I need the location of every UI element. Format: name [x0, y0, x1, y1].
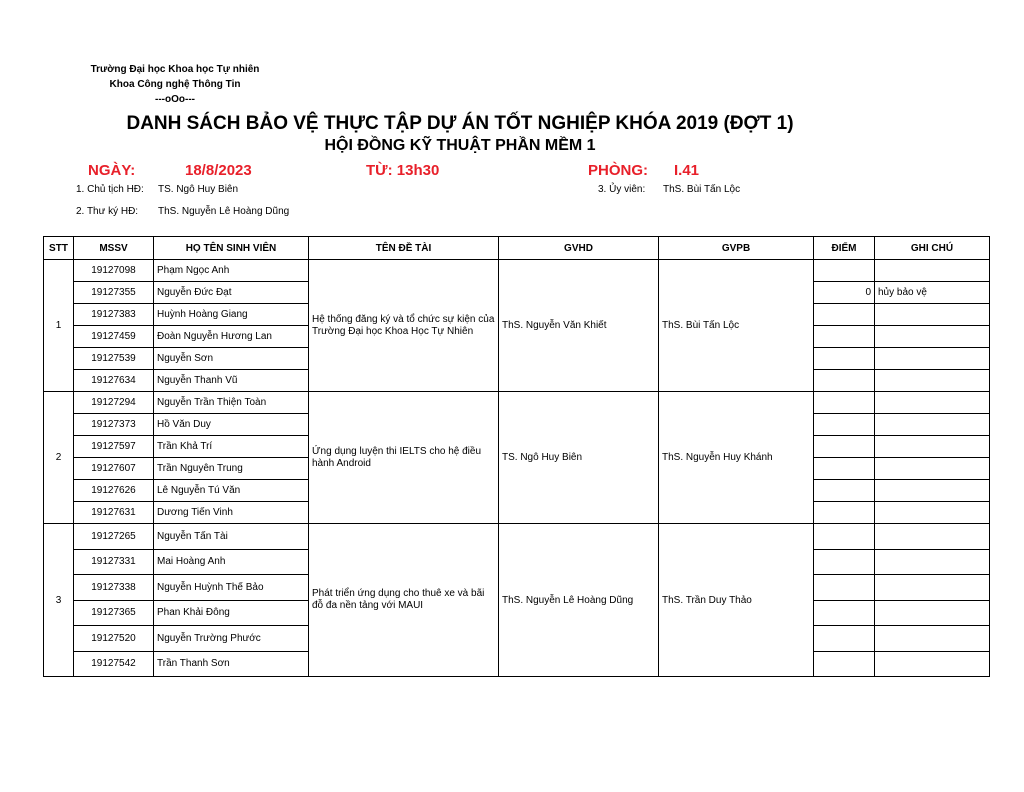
score-cell	[814, 549, 875, 575]
member-label: 3. Ủy viên:	[598, 184, 646, 195]
date-label: NGÀY:	[88, 162, 136, 179]
score-cell	[814, 524, 875, 550]
supervisor: ThS. Nguyễn Lê Hoàng Dũng	[499, 524, 659, 677]
student-name: Nguyễn Trần Thiện Toàn	[154, 392, 309, 414]
student-mssv: 19127634	[74, 370, 154, 392]
score-cell: 0	[814, 282, 875, 304]
header-topic: TÊN ĐỀ TÀI	[309, 237, 499, 260]
student-name: Trần Nguyên Trung	[154, 458, 309, 480]
note-cell	[875, 524, 990, 550]
reviewer: ThS. Nguyễn Huy Khánh	[659, 392, 814, 524]
note-cell	[875, 370, 990, 392]
supervisor: ThS. Nguyễn Văn Khiết	[499, 260, 659, 392]
student-mssv: 19127373	[74, 414, 154, 436]
score-cell	[814, 458, 875, 480]
header-student-name: HỌ TÊN SINH VIÊN	[154, 237, 309, 260]
header-score: ĐIỂM	[814, 237, 875, 260]
note-cell	[875, 392, 990, 414]
header-gvhd: GVHD	[499, 237, 659, 260]
score-cell	[814, 480, 875, 502]
student-mssv: 19127338	[74, 575, 154, 601]
score-cell	[814, 260, 875, 282]
score-cell	[814, 436, 875, 458]
chair-name: TS. Ngô Huy Biên	[158, 184, 239, 195]
topic-title: Phát triển ứng dụng cho thuê xe và bãi đỗ đa nền tảng với MAUI	[309, 524, 499, 677]
score-cell	[814, 502, 875, 524]
group-stt: 3	[44, 524, 74, 677]
student-name: Nguyễn Trường Phước	[154, 626, 309, 652]
student-name: Trần Thanh Sơn	[154, 651, 309, 677]
student-mssv: 19127383	[74, 304, 154, 326]
note-cell	[875, 260, 990, 282]
note-cell	[875, 626, 990, 652]
header-gvpb: GVPB	[659, 237, 814, 260]
student-name: Huỳnh Hoàng Giang	[154, 304, 309, 326]
student-name: Hồ Văn Duy	[154, 414, 309, 436]
score-cell	[814, 414, 875, 436]
header-note: GHI CHÚ	[875, 237, 990, 260]
note-cell	[875, 304, 990, 326]
secretary-label: 2. Thư ký HĐ:	[76, 206, 139, 217]
score-cell	[814, 348, 875, 370]
document-subtitle: HỘI ĐỒNG KỸ THUẬT PHẦN MỀM 1	[324, 137, 596, 154]
student-name: Lê Nguyễn Tú Văn	[154, 480, 309, 502]
faculty-name: Khoa Công nghệ Thông Tin	[109, 79, 241, 90]
score-cell	[814, 370, 875, 392]
note-cell	[875, 436, 990, 458]
student-mssv: 19127331	[74, 549, 154, 575]
score-cell	[814, 626, 875, 652]
reviewer: ThS. Bùi Tấn Lộc	[659, 260, 814, 392]
student-mssv: 19127597	[74, 436, 154, 458]
student-mssv: 19127631	[74, 502, 154, 524]
table-header-row	[44, 237, 990, 260]
student-mssv: 19127539	[74, 348, 154, 370]
room-value: I.41	[674, 162, 700, 179]
student-mssv: 19127459	[74, 326, 154, 348]
ornament: ---oOo---	[155, 94, 195, 105]
university-name: Trường Đại học Khoa học Tự nhiên	[90, 64, 260, 75]
group-stt: 2	[44, 392, 74, 524]
header-stt: STT	[44, 237, 74, 260]
score-cell	[814, 600, 875, 626]
note-cell	[875, 575, 990, 601]
student-name: Đoàn Nguyễn Hương Lan	[154, 326, 309, 348]
student-name: Nguyễn Tấn Tài	[154, 524, 309, 550]
note-cell	[875, 651, 990, 677]
topic-title: Ứng dụng luyện thi IELTS cho hệ điều hành Android	[309, 392, 499, 524]
student-mssv: 19127294	[74, 392, 154, 414]
date-value: 18/8/2023	[185, 162, 252, 179]
table-row	[44, 524, 990, 550]
document-title: DANH SÁCH BẢO VỆ THỰC TẬP DỰ ÁN TỐT NGHIỆP KHÓA 2019 (ĐỢT 1)	[126, 113, 794, 134]
supervisor: TS. Ngô Huy Biên	[499, 392, 659, 524]
student-name: Nguyễn Huỳnh Thế Bảo	[154, 575, 309, 601]
note-cell	[875, 480, 990, 502]
student-name: Trần Khả Trí	[154, 436, 309, 458]
student-mssv: 19127607	[74, 458, 154, 480]
time-value: TỪ: 13h30	[366, 162, 440, 179]
table-row	[44, 260, 990, 282]
student-name: Nguyễn Sơn	[154, 348, 309, 370]
score-cell	[814, 392, 875, 414]
student-mssv: 19127098	[74, 260, 154, 282]
student-mssv: 19127365	[74, 600, 154, 626]
student-name: Nguyễn Đức Đạt	[154, 282, 309, 304]
group-stt: 1	[44, 260, 74, 392]
topic-title: Hệ thống đăng ký và tổ chức sự kiện của Trường Đại học Khoa Học Tự Nhiên	[309, 260, 499, 392]
note-cell	[875, 458, 990, 480]
note-cell	[875, 600, 990, 626]
note-cell	[875, 326, 990, 348]
room-label: PHÒNG:	[588, 162, 648, 179]
score-cell	[814, 304, 875, 326]
student-mssv: 19127542	[74, 651, 154, 677]
note-cell	[875, 348, 990, 370]
student-name: Phạm Ngọc Anh	[154, 260, 309, 282]
secretary-name: ThS. Nguyễn Lê Hoàng Dũng	[158, 206, 290, 217]
score-cell	[814, 575, 875, 601]
note-cell	[875, 502, 990, 524]
student-mssv: 19127520	[74, 626, 154, 652]
student-name: Mai Hoàng Anh	[154, 549, 309, 575]
student-mssv: 19127355	[74, 282, 154, 304]
note-cell	[875, 549, 990, 575]
note-cell	[875, 414, 990, 436]
score-cell	[814, 326, 875, 348]
member-name: ThS. Bùi Tấn Lộc	[663, 184, 741, 195]
score-cell	[814, 651, 875, 677]
chair-label: 1. Chủ tịch HĐ:	[76, 184, 144, 195]
reviewer: ThS. Trần Duy Thảo	[659, 524, 814, 677]
table-row	[44, 392, 990, 414]
student-name: Phan Khải Đông	[154, 600, 309, 626]
student-name: Dương Tiến Vinh	[154, 502, 309, 524]
student-name: Nguyễn Thanh Vũ	[154, 370, 309, 392]
header-mssv: MSSV	[74, 237, 154, 260]
student-mssv: 19127626	[74, 480, 154, 502]
student-mssv: 19127265	[74, 524, 154, 550]
note-cell: hủy bảo vệ	[875, 282, 990, 304]
defense-schedule-table	[43, 236, 990, 677]
